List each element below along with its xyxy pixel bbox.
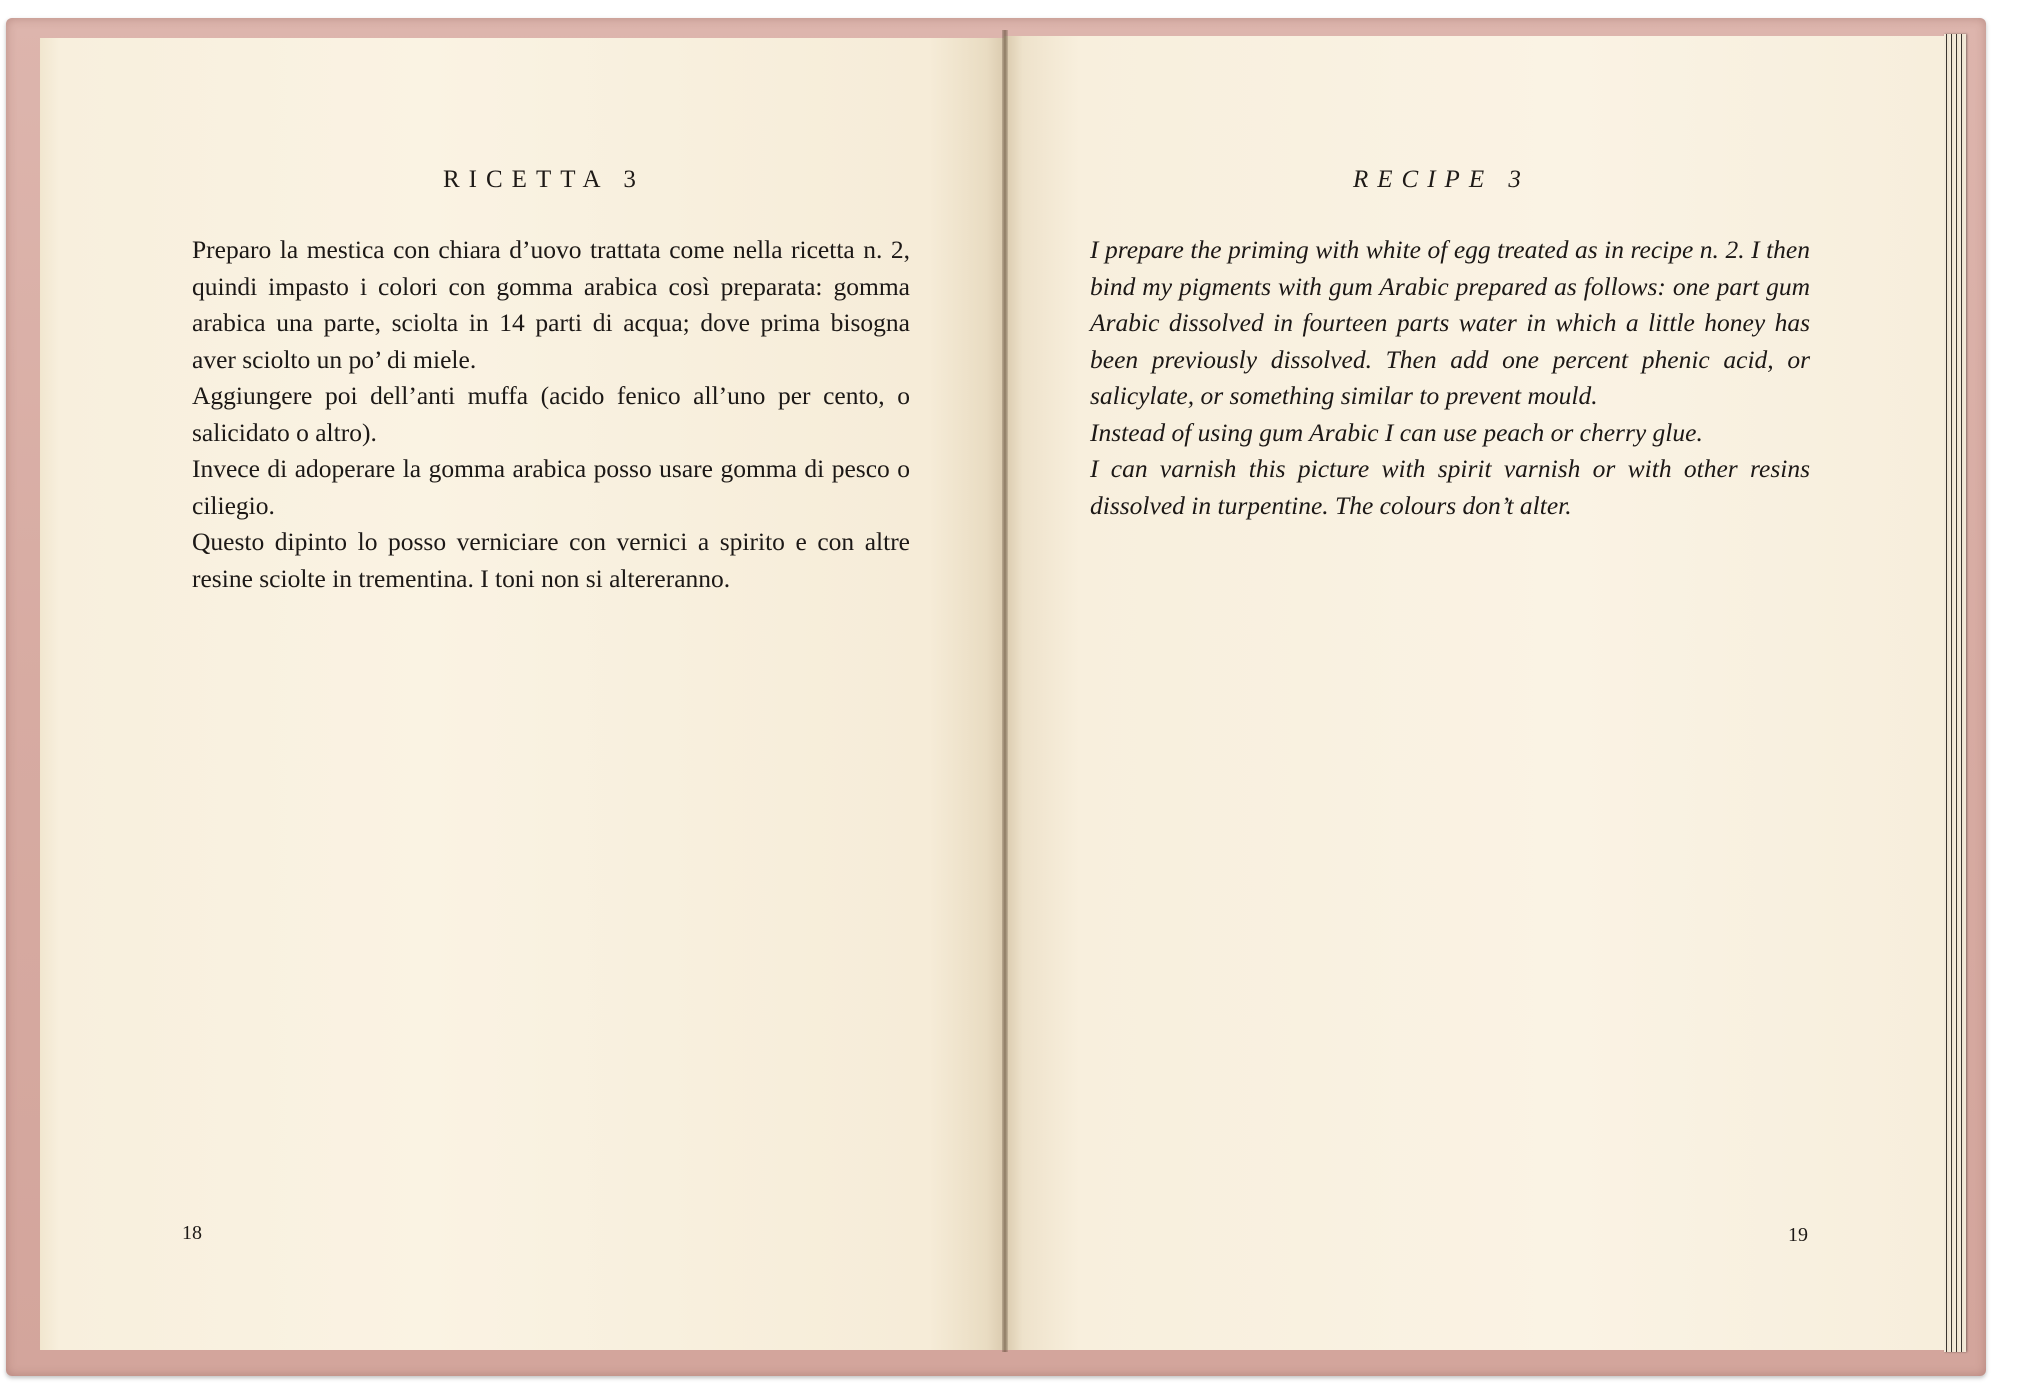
right-page-body bbox=[1090, 232, 1810, 524]
right-paragraph: I prepare the priming with white of egg treated as in recipe n. 2. I then bind my pigments with gum Arabic prepared as follows: one part gum Arabic dissolved in fourteen parts water in which a little honey has been previously dissolved. Then add one percent phenic acid, or salicylate, or something similar to prevent mould. bbox=[1090, 235, 1810, 410]
left-paragraph: Aggiungere poi dell’anti muffa (acido fenico all’uno per cento, o salicidato o altro). bbox=[192, 381, 910, 447]
book-gutter bbox=[1002, 30, 1008, 1352]
left-page-body bbox=[192, 232, 910, 597]
left-page-heading: RICETTA 3 bbox=[443, 166, 645, 193]
left-page-number: 18 bbox=[182, 1222, 202, 1244]
left-paragraph: Preparo la mestica con chiara d’uovo trattata come nella ricetta n. 2, quindi impasto i colori con gomma arabica così preparata: gomma arabica una parte, sciolta in 14 parti di acqua; dove prima bisogna aver sciolto un po’ di miele. bbox=[192, 235, 910, 374]
right-paragraph: Instead of using gum Arabic I can use peach or cherry glue. bbox=[1090, 417, 1703, 447]
right-paragraph: I can varnish this picture with spirit varnish or with other resins dissolved in turpentine. The colours don’t alter. bbox=[1090, 454, 1810, 520]
left-paragraph: Questo dipinto lo posso verniciare con vernici a spirito e con altre resine sciolte in trementina. I toni non si altereranno. bbox=[192, 527, 910, 593]
left-paragraph: Invece di adoperare la gomma arabica posso usare gomma di pesco o ciliegio. bbox=[192, 454, 910, 520]
right-page-heading: RECIPE 3 bbox=[1353, 166, 1530, 193]
page-edges bbox=[1944, 34, 1966, 1352]
right-page-number: 19 bbox=[1788, 1224, 1808, 1246]
